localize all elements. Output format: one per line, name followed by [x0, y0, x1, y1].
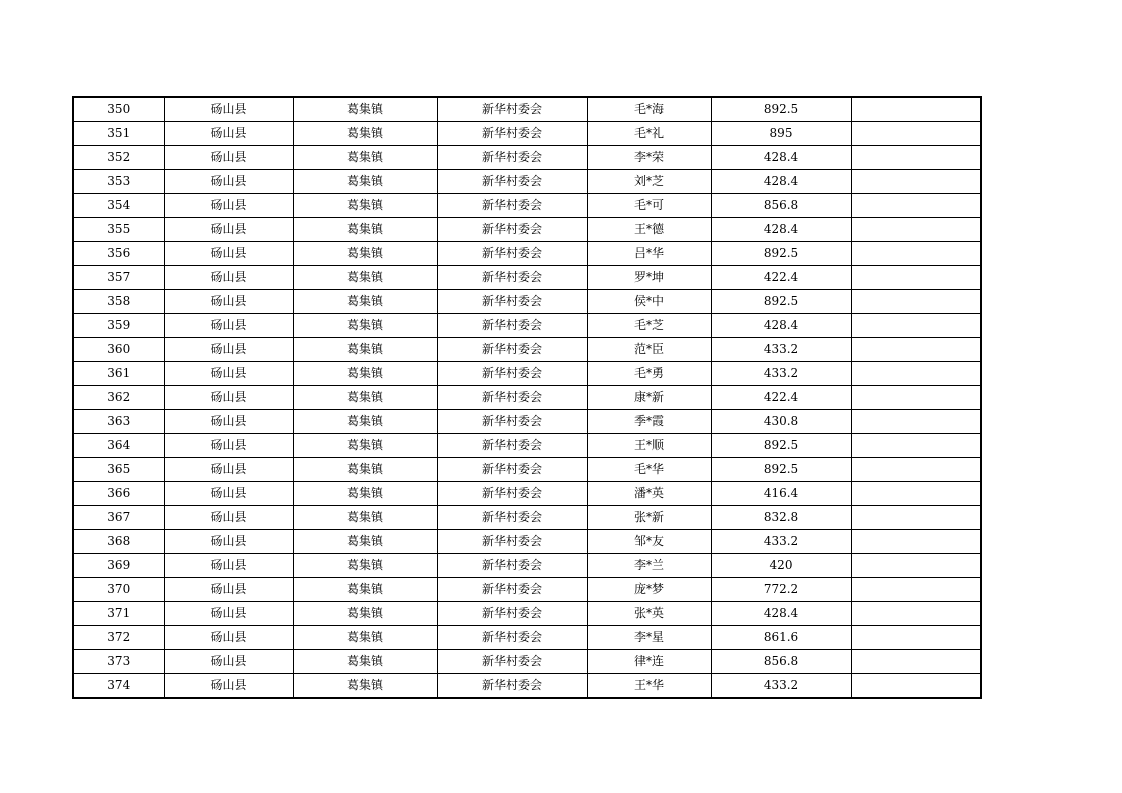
county-cell: 砀山县 [164, 170, 293, 194]
name-cell: 康*新 [587, 386, 711, 410]
county-cell: 砀山县 [164, 626, 293, 650]
village-cell: 新华村委会 [437, 482, 587, 506]
table-row [73, 314, 981, 338]
county-cell: 砀山县 [164, 122, 293, 146]
village-cell: 新华村委会 [437, 578, 587, 602]
data-table [72, 96, 982, 699]
county-cell: 砀山县 [164, 434, 293, 458]
remark-cell [851, 386, 981, 410]
county-cell: 砀山县 [164, 242, 293, 266]
row-number-cell: 357 [73, 266, 164, 290]
county-cell: 砀山县 [164, 97, 293, 122]
amount-cell: 856.8 [711, 194, 851, 218]
row-number-cell: 355 [73, 218, 164, 242]
village-cell: 新华村委会 [437, 434, 587, 458]
village-cell: 新华村委会 [437, 290, 587, 314]
town-cell: 葛集镇 [293, 266, 437, 290]
amount-cell: 892.5 [711, 458, 851, 482]
county-cell: 砀山县 [164, 146, 293, 170]
village-cell: 新华村委会 [437, 530, 587, 554]
remark-cell [851, 290, 981, 314]
name-cell: 王*德 [587, 218, 711, 242]
name-cell: 李*荣 [587, 146, 711, 170]
town-cell: 葛集镇 [293, 338, 437, 362]
amount-cell: 892.5 [711, 434, 851, 458]
county-cell: 砀山县 [164, 506, 293, 530]
village-cell: 新华村委会 [437, 506, 587, 530]
table-row [73, 386, 981, 410]
row-number-cell: 351 [73, 122, 164, 146]
remark-cell [851, 530, 981, 554]
table-row [73, 674, 981, 699]
amount-cell: 428.4 [711, 218, 851, 242]
row-number-cell: 362 [73, 386, 164, 410]
table-row [73, 122, 981, 146]
village-cell: 新华村委会 [437, 458, 587, 482]
remark-cell [851, 410, 981, 434]
table-row [73, 338, 981, 362]
remark-cell [851, 170, 981, 194]
amount-cell: 892.5 [711, 290, 851, 314]
remark-cell [851, 434, 981, 458]
remark-cell [851, 218, 981, 242]
row-number-cell: 365 [73, 458, 164, 482]
name-cell: 罗*坤 [587, 266, 711, 290]
county-cell: 砀山县 [164, 674, 293, 699]
amount-cell: 428.4 [711, 314, 851, 338]
table-row [73, 194, 981, 218]
remark-cell [851, 194, 981, 218]
village-cell: 新华村委会 [437, 650, 587, 674]
table-row [73, 170, 981, 194]
village-cell: 新华村委会 [437, 194, 587, 218]
table-row [73, 266, 981, 290]
town-cell: 葛集镇 [293, 410, 437, 434]
name-cell: 邹*友 [587, 530, 711, 554]
town-cell: 葛集镇 [293, 458, 437, 482]
town-cell: 葛集镇 [293, 674, 437, 699]
name-cell: 律*连 [587, 650, 711, 674]
village-cell: 新华村委会 [437, 362, 587, 386]
amount-cell: 416.4 [711, 482, 851, 506]
table-row [73, 242, 981, 266]
table-row [73, 290, 981, 314]
county-cell: 砀山县 [164, 194, 293, 218]
amount-cell: 892.5 [711, 242, 851, 266]
row-number-cell: 371 [73, 602, 164, 626]
amount-cell: 420 [711, 554, 851, 578]
remark-cell [851, 362, 981, 386]
remark-cell [851, 554, 981, 578]
remark-cell [851, 650, 981, 674]
town-cell: 葛集镇 [293, 626, 437, 650]
name-cell: 潘*英 [587, 482, 711, 506]
remark-cell [851, 266, 981, 290]
row-number-cell: 360 [73, 338, 164, 362]
town-cell: 葛集镇 [293, 506, 437, 530]
row-number-cell: 363 [73, 410, 164, 434]
county-cell: 砀山县 [164, 410, 293, 434]
row-number-cell: 374 [73, 674, 164, 699]
name-cell: 张*英 [587, 602, 711, 626]
county-cell: 砀山县 [164, 482, 293, 506]
name-cell: 毛*海 [587, 97, 711, 122]
county-cell: 砀山县 [164, 602, 293, 626]
village-cell: 新华村委会 [437, 674, 587, 699]
town-cell: 葛集镇 [293, 194, 437, 218]
town-cell: 葛集镇 [293, 146, 437, 170]
amount-cell: 892.5 [711, 97, 851, 122]
town-cell: 葛集镇 [293, 170, 437, 194]
remark-cell [851, 482, 981, 506]
county-cell: 砀山县 [164, 314, 293, 338]
amount-cell: 895 [711, 122, 851, 146]
amount-cell: 861.6 [711, 626, 851, 650]
amount-cell: 428.4 [711, 170, 851, 194]
row-number-cell: 364 [73, 434, 164, 458]
amount-cell: 772.2 [711, 578, 851, 602]
county-cell: 砀山县 [164, 386, 293, 410]
table-row [73, 434, 981, 458]
village-cell: 新华村委会 [437, 97, 587, 122]
town-cell: 葛集镇 [293, 242, 437, 266]
name-cell: 李*兰 [587, 554, 711, 578]
town-cell: 葛集镇 [293, 386, 437, 410]
row-number-cell: 366 [73, 482, 164, 506]
remark-cell [851, 602, 981, 626]
name-cell: 庞*梦 [587, 578, 711, 602]
table-row [73, 506, 981, 530]
town-cell: 葛集镇 [293, 97, 437, 122]
row-number-cell: 354 [73, 194, 164, 218]
county-cell: 砀山县 [164, 650, 293, 674]
town-cell: 葛集镇 [293, 218, 437, 242]
county-cell: 砀山县 [164, 218, 293, 242]
remark-cell [851, 578, 981, 602]
name-cell: 张*新 [587, 506, 711, 530]
table-row [73, 97, 981, 122]
amount-cell: 422.4 [711, 266, 851, 290]
name-cell: 王*顺 [587, 434, 711, 458]
county-cell: 砀山县 [164, 458, 293, 482]
remark-cell [851, 674, 981, 699]
name-cell: 毛*礼 [587, 122, 711, 146]
remark-cell [851, 338, 981, 362]
amount-cell: 433.2 [711, 362, 851, 386]
table-row [73, 602, 981, 626]
remark-cell [851, 97, 981, 122]
table-row [73, 482, 981, 506]
table-body [73, 97, 981, 698]
county-cell: 砀山县 [164, 554, 293, 578]
remark-cell [851, 146, 981, 170]
table-row [73, 458, 981, 482]
remark-cell [851, 122, 981, 146]
town-cell: 葛集镇 [293, 530, 437, 554]
table-row [73, 626, 981, 650]
village-cell: 新华村委会 [437, 602, 587, 626]
row-number-cell: 368 [73, 530, 164, 554]
village-cell: 新华村委会 [437, 122, 587, 146]
row-number-cell: 361 [73, 362, 164, 386]
row-number-cell: 356 [73, 242, 164, 266]
village-cell: 新华村委会 [437, 218, 587, 242]
village-cell: 新华村委会 [437, 410, 587, 434]
village-cell: 新华村委会 [437, 626, 587, 650]
remark-cell [851, 506, 981, 530]
amount-cell: 428.4 [711, 146, 851, 170]
row-number-cell: 367 [73, 506, 164, 530]
name-cell: 毛*芝 [587, 314, 711, 338]
name-cell: 王*华 [587, 674, 711, 699]
row-number-cell: 373 [73, 650, 164, 674]
amount-cell: 433.2 [711, 530, 851, 554]
name-cell: 毛*可 [587, 194, 711, 218]
table-row [73, 554, 981, 578]
town-cell: 葛集镇 [293, 650, 437, 674]
village-cell: 新华村委会 [437, 554, 587, 578]
table-row [73, 578, 981, 602]
table-row [73, 362, 981, 386]
town-cell: 葛集镇 [293, 122, 437, 146]
name-cell: 范*臣 [587, 338, 711, 362]
name-cell: 季*霞 [587, 410, 711, 434]
table-row [73, 650, 981, 674]
name-cell: 侯*中 [587, 290, 711, 314]
county-cell: 砀山县 [164, 266, 293, 290]
county-cell: 砀山县 [164, 338, 293, 362]
remark-cell [851, 458, 981, 482]
row-number-cell: 359 [73, 314, 164, 338]
town-cell: 葛集镇 [293, 554, 437, 578]
town-cell: 葛集镇 [293, 434, 437, 458]
table-row [73, 146, 981, 170]
remark-cell [851, 242, 981, 266]
amount-cell: 428.4 [711, 602, 851, 626]
row-number-cell: 372 [73, 626, 164, 650]
remark-cell [851, 626, 981, 650]
village-cell: 新华村委会 [437, 386, 587, 410]
county-cell: 砀山县 [164, 290, 293, 314]
name-cell: 李*星 [587, 626, 711, 650]
village-cell: 新华村委会 [437, 146, 587, 170]
county-cell: 砀山县 [164, 578, 293, 602]
table-row [73, 410, 981, 434]
town-cell: 葛集镇 [293, 290, 437, 314]
town-cell: 葛集镇 [293, 602, 437, 626]
amount-cell: 832.8 [711, 506, 851, 530]
town-cell: 葛集镇 [293, 362, 437, 386]
name-cell: 毛*华 [587, 458, 711, 482]
row-number-cell: 350 [73, 97, 164, 122]
town-cell: 葛集镇 [293, 482, 437, 506]
row-number-cell: 353 [73, 170, 164, 194]
remark-cell [851, 314, 981, 338]
amount-cell: 430.8 [711, 410, 851, 434]
town-cell: 葛集镇 [293, 314, 437, 338]
row-number-cell: 370 [73, 578, 164, 602]
county-cell: 砀山县 [164, 530, 293, 554]
table-row [73, 218, 981, 242]
village-cell: 新华村委会 [437, 170, 587, 194]
row-number-cell: 369 [73, 554, 164, 578]
village-cell: 新华村委会 [437, 242, 587, 266]
village-cell: 新华村委会 [437, 338, 587, 362]
table-row [73, 530, 981, 554]
row-number-cell: 352 [73, 146, 164, 170]
amount-cell: 422.4 [711, 386, 851, 410]
county-cell: 砀山县 [164, 362, 293, 386]
name-cell: 毛*勇 [587, 362, 711, 386]
name-cell: 吕*华 [587, 242, 711, 266]
row-number-cell: 358 [73, 290, 164, 314]
name-cell: 刘*芝 [587, 170, 711, 194]
town-cell: 葛集镇 [293, 578, 437, 602]
amount-cell: 433.2 [711, 338, 851, 362]
amount-cell: 856.8 [711, 650, 851, 674]
amount-cell: 433.2 [711, 674, 851, 699]
village-cell: 新华村委会 [437, 314, 587, 338]
village-cell: 新华村委会 [437, 266, 587, 290]
